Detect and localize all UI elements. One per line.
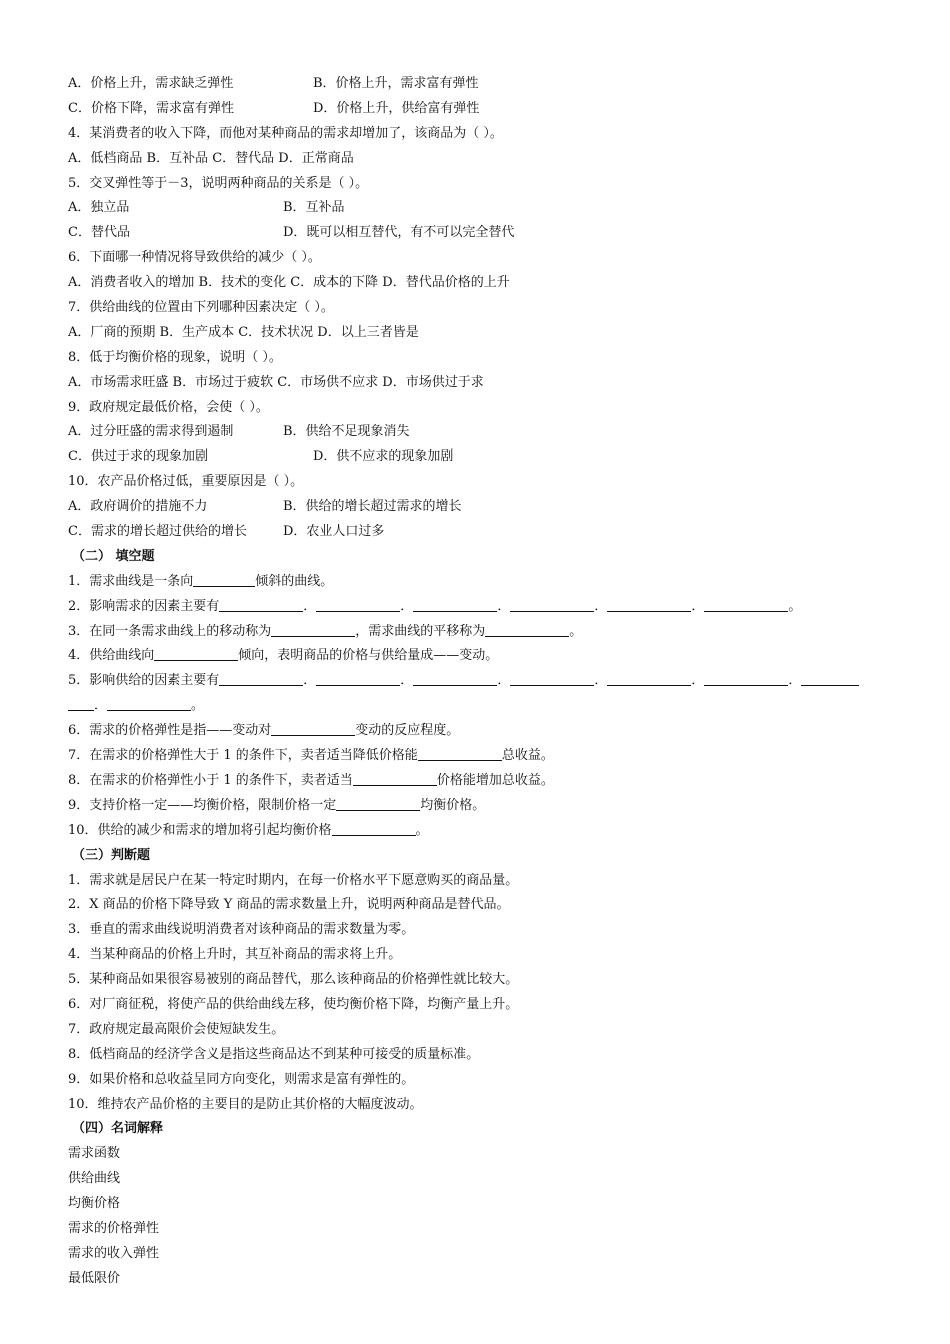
option-b: B．供给的增长超过需求的增长 <box>283 499 462 515</box>
answer-blank <box>336 797 420 811</box>
fill-item-10: 10．供给的减少和需求的增加将引起均衡价格 。 <box>68 822 429 838</box>
judgement-item: 4．当某种商品的价格上升时，其互补商品的需求将上升。 <box>68 947 402 963</box>
answer-blank <box>316 598 400 612</box>
term-item: 需求函数 <box>68 1146 121 1162</box>
choice-option-row <box>68 72 908 97</box>
question-9-stem: 9．政府规定最低价格，会使（ ）。 <box>68 399 269 415</box>
question-6-stem: 6．下面哪一种情况将导致供给的减少（ ）。 <box>68 250 321 266</box>
answer-blank <box>316 672 400 686</box>
judgement-item: 5．某种商品如果很容易被别的商品替代，那么该种商品的价格弹性就比较大。 <box>68 972 519 988</box>
option-d: D．价格上升，供给富有弹性 <box>313 100 480 116</box>
judgement-item: 8．低档商品的经济学含义是指这些商品达不到某种可接受的质量标准。 <box>68 1046 480 1062</box>
option-d: D．农业人口过多 <box>283 524 385 540</box>
choice-option-row <box>68 520 908 545</box>
answer-blank <box>271 722 355 736</box>
option-c: C．替代品 <box>68 225 130 241</box>
judgement-item: 10．维持农产品价格的主要目的是防止其价格的大幅度波动。 <box>68 1096 423 1112</box>
option-c: C．供过于求的现象加剧 <box>68 449 208 465</box>
question-7-options: A．厂商的预期 B．生产成本 C．技术状况 D．以上三者皆是 <box>68 324 419 340</box>
choice-option-row <box>68 97 908 122</box>
question-4-options: A．低档商品 B．互补品 C．替代品 D．正常商品 <box>68 150 354 166</box>
option-a: A．独立品 <box>68 200 130 216</box>
question-7-stem: 7．供给曲线的位置由下列哪种因素决定（ ）。 <box>68 300 334 316</box>
fill-item-5: 5．影响供给的因素主要有 ． ． ． ． ． ． <box>68 669 908 694</box>
option-d: D．既可以相互替代，有不可以完全替代 <box>283 225 515 241</box>
question-8-stem: 8．低于均衡价格的现象，说明（ ）。 <box>68 349 282 365</box>
fill-item-5-continued: ． 。 <box>68 694 908 719</box>
judgement-item: 7．政府规定最高限价会使短缺发生。 <box>68 1021 285 1037</box>
option-b: B．供给不足现象消失 <box>283 424 410 440</box>
answer-blank <box>107 697 191 711</box>
answer-blank <box>413 598 497 612</box>
judgement-item: 9．如果价格和总收益呈同方向变化，则需求是富有弹性的。 <box>68 1071 415 1087</box>
answer-blank <box>510 598 594 612</box>
section-heading-fill-blank: （二） 填空题 <box>72 548 155 564</box>
choice-option-row <box>68 221 908 246</box>
fill-item-2: 2．影响需求的因素主要有 ． ． ． ． ． 。 <box>68 598 802 614</box>
answer-blank <box>607 598 691 612</box>
question-4-stem: 4．某消费者的收入下降，而他对某种商品的需求却增加了，该商品为（ ）。 <box>68 125 503 141</box>
answer-blank <box>704 598 788 612</box>
option-b: B．互补品 <box>283 200 345 216</box>
question-10-stem: 10．农产品价格过低，重要原因是（ ）。 <box>68 474 304 490</box>
fill-item-8: 8．在需求的价格弹性小于 1 的条件下，卖者适当 价格能增加总收益。 <box>68 772 554 788</box>
answer-blank <box>353 772 437 786</box>
question-5-stem: 5．交叉弹性等于－3，说明两种商品的关系是（ ）。 <box>68 175 369 191</box>
answer-blank <box>154 647 238 661</box>
fill-item-1: 1．需求曲线是一条向 倾斜的曲线。 <box>68 573 334 589</box>
fill-item-6: 6．需求的价格弹性是指——变动对 变动的反应程度。 <box>68 723 460 739</box>
section-heading-definitions: （四）名词解释 <box>72 1121 164 1137</box>
answer-blank <box>219 672 303 686</box>
judgement-item: 1．需求就是居民户在某一特定时期内，在每一价格水平下愿意购买的商品量。 <box>68 872 519 888</box>
judgement-item: 2．X 商品的价格下降导致 Y 商品的需求数量上升，说明两种商品是替代品。 <box>68 897 510 913</box>
option-b: B．价格上升，需求富有弹性 <box>313 76 479 91</box>
term-item: 最低限价 <box>68 1270 121 1286</box>
term-item: 需求的价格弹性 <box>68 1220 160 1236</box>
choice-option-row <box>68 420 908 445</box>
fill-item-9: 9．支持价格一定——均衡价格，限制价格一定 均衡价格。 <box>68 797 486 813</box>
option-a: A．价格上升，需求缺乏弹性 <box>68 76 234 91</box>
question-8-options: A．市场需求旺盛 B．市场过于疲软 C．市场供不应求 D．市场供过于求 <box>68 374 484 390</box>
section-heading-true-false: （三）判断题 <box>72 847 151 863</box>
choice-option-row <box>68 445 908 470</box>
answer-blank <box>413 672 497 686</box>
fill-item-4: 4．供给曲线向 倾向，表明商品的价格与供给量成——变动。 <box>68 648 499 664</box>
option-a: A．政府调价的措施不力 <box>68 499 208 515</box>
fill-item-7: 7．在需求的价格弹性大于 1 的条件下，卖者适当降低价格能 总收益。 <box>68 748 554 764</box>
term-item: 需求的收入弹性 <box>68 1245 160 1261</box>
answer-blank <box>418 747 502 761</box>
term-item: 供给曲线 <box>68 1171 121 1187</box>
option-c: C．需求的增长超过供给的增长 <box>68 524 247 540</box>
option-a: A．过分旺盛的需求得到遏制 <box>68 424 234 440</box>
option-d: D．供不应求的现象加剧 <box>313 449 454 465</box>
answer-blank <box>68 697 94 711</box>
fill-item-3: 3．在同一条需求曲线上的移动称为 ，需求曲线的平移称为 。 <box>68 623 583 639</box>
answer-blank <box>801 672 859 686</box>
option-c: C．价格下降，需求富有弹性 <box>68 100 234 116</box>
choice-option-row <box>68 196 908 221</box>
answer-blank <box>607 672 691 686</box>
judgement-item: 6．对厂商征税，将使产品的供给曲线左移，使均衡价格下降，均衡产量上升。 <box>68 996 519 1012</box>
answer-blank <box>271 623 355 637</box>
choice-option-row <box>68 495 908 520</box>
document-page <box>68 72 908 1292</box>
term-item: 均衡价格 <box>68 1196 121 1212</box>
judgement-item: 3．垂直的需求曲线说明消费者对该种商品的需求数量为零。 <box>68 922 415 938</box>
answer-blank <box>704 672 788 686</box>
answer-blank <box>332 822 416 836</box>
answer-blank <box>193 573 255 587</box>
answer-blank <box>510 672 594 686</box>
answer-blank <box>219 598 303 612</box>
answer-blank <box>485 623 569 637</box>
question-6-options: A．消费者收入的增加 B．技术的变化 C．成本的下降 D．替代品价格的上升 <box>68 275 510 291</box>
